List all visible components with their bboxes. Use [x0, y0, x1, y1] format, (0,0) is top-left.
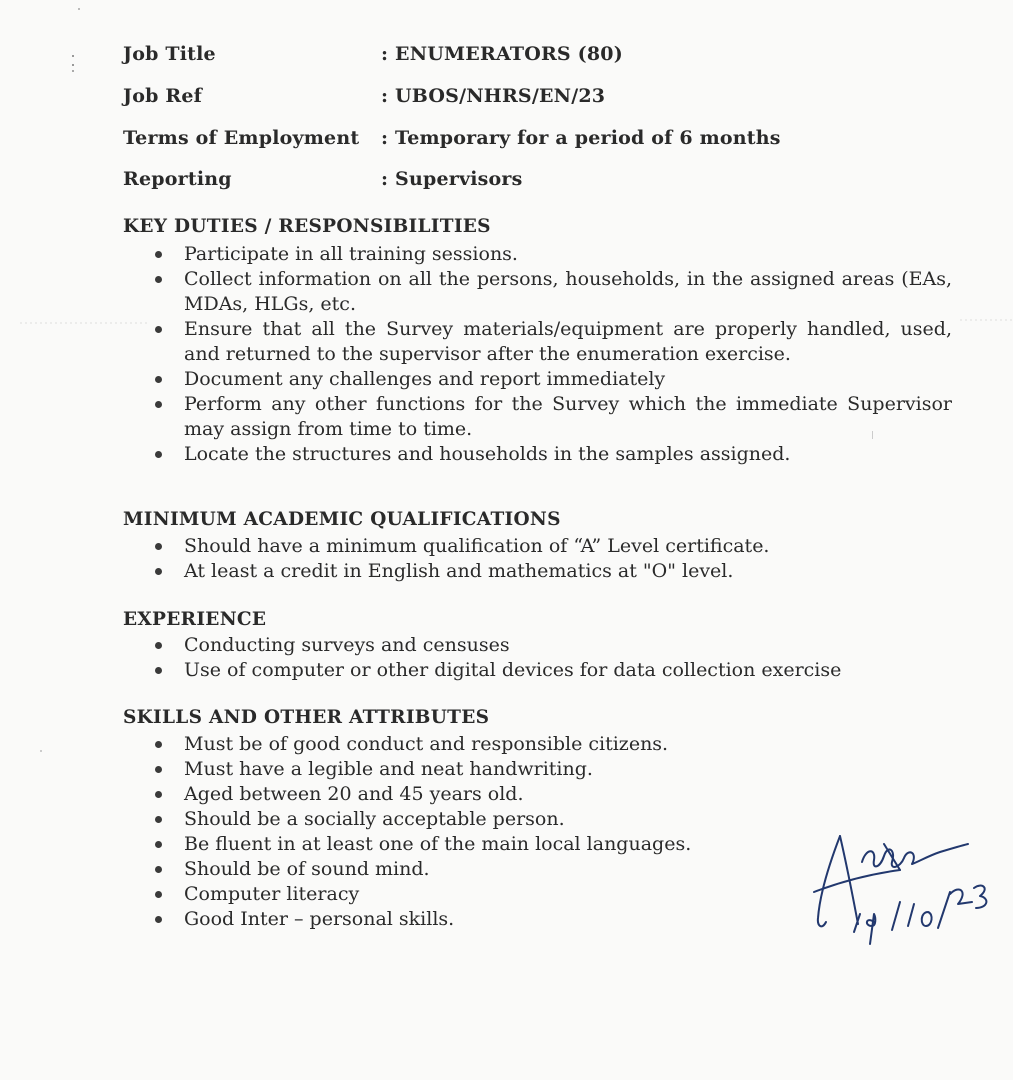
bullet-icon — [155, 741, 162, 748]
list-item: Should be of sound mind. — [0, 857, 691, 882]
list-item: Should have a minimum qualification of “A” Level certificate. — [0, 534, 769, 559]
bullet-icon — [155, 251, 162, 258]
job-ref-label: Job Ref — [123, 85, 203, 107]
list-item: Collect information on all the persons, households, in the assigned areas (EAs, MDAs, HLGs, etc. — [0, 267, 952, 317]
bullet-icon — [155, 916, 162, 923]
bullet-icon — [155, 543, 162, 550]
list-item: Should be a socially acceptable person. — [0, 807, 691, 832]
date-stroke — [922, 912, 932, 926]
reporting-label: Reporting — [123, 168, 232, 190]
bullet-icon — [155, 401, 162, 408]
list-item: Use of computer or other digital devices for data collection exercise — [0, 658, 841, 683]
section-heading-experience: EXPERIENCE — [123, 609, 267, 630]
job-title-label: Job Title — [123, 43, 216, 65]
list-item: Document any challenges and report immediately — [0, 367, 952, 392]
reporting-value: : Supervisors — [381, 168, 523, 190]
date-stroke — [974, 886, 986, 908]
skills-list — [0, 732, 691, 932]
terms-value: : Temporary for a period of 6 months — [381, 127, 781, 149]
list-item: Conducting surveys and censuses — [0, 633, 841, 658]
bullet-icon — [155, 276, 162, 283]
terms-label: Terms of Employment — [123, 127, 360, 149]
signature-stroke — [862, 844, 968, 867]
bullet-icon — [155, 766, 162, 773]
date-stroke — [867, 914, 875, 944]
job-title-row — [123, 43, 623, 65]
bullet-icon — [155, 376, 162, 383]
duties-list — [0, 242, 952, 467]
bullet-icon — [155, 791, 162, 798]
section-heading-skills: SKILLS AND OTHER ATTRIBUTES — [123, 707, 490, 728]
bullet-icon — [155, 451, 162, 458]
qualifications-list — [0, 534, 769, 584]
date-stroke — [908, 904, 914, 926]
date-stroke — [938, 892, 950, 928]
list-item: Locate the structures and households in the samples assigned. — [0, 442, 952, 467]
list-item: Must be of good conduct and responsible citizens. — [0, 732, 691, 757]
bullet-icon — [155, 841, 162, 848]
bullet-icon — [155, 568, 162, 575]
list-item: Aged between 20 and 45 years old. — [0, 782, 691, 807]
bullet-icon — [155, 866, 162, 873]
job-ref-value: : UBOS/NHRS/EN/23 — [381, 85, 605, 107]
bullet-icon — [155, 891, 162, 898]
experience-list — [0, 633, 841, 683]
bullet-icon — [155, 642, 162, 649]
bullet-icon — [155, 667, 162, 674]
list-item: Ensure that all the Survey materials/equipment are properly handled, used, and returned to the supervisor after the enumeration exercise. — [0, 317, 952, 367]
reporting-row — [123, 168, 523, 190]
list-item: Participate in all training sessions. — [0, 242, 952, 267]
handwritten-signature — [800, 822, 1000, 962]
list-item: Perform any other functions for the Survey which the immediate Supervisor may assign from time to time. — [0, 392, 952, 442]
list-item: Must have a legible and neat handwriting. — [0, 757, 691, 782]
date-stroke — [892, 902, 900, 930]
list-item: At least a credit in English and mathematics at "O" level. — [0, 559, 769, 584]
list-item: Be fluent in at least one of the main local languages. — [0, 832, 691, 857]
signature-stroke — [818, 836, 840, 926]
bullet-icon — [155, 326, 162, 333]
date-stroke — [950, 889, 972, 904]
section-heading-qualifications: MINIMUM ACADEMIC QUALIFICATIONS — [123, 509, 561, 530]
terms-row — [123, 127, 781, 149]
list-item: Computer literacy — [0, 882, 691, 907]
job-ref-row — [123, 85, 605, 107]
bullet-icon — [155, 816, 162, 823]
section-heading-duties: KEY DUTIES / RESPONSIBILITIES — [123, 216, 491, 237]
list-item: Good Inter – personal skills. — [0, 907, 691, 932]
job-title-value: : ENUMERATORS (80) — [381, 43, 623, 65]
